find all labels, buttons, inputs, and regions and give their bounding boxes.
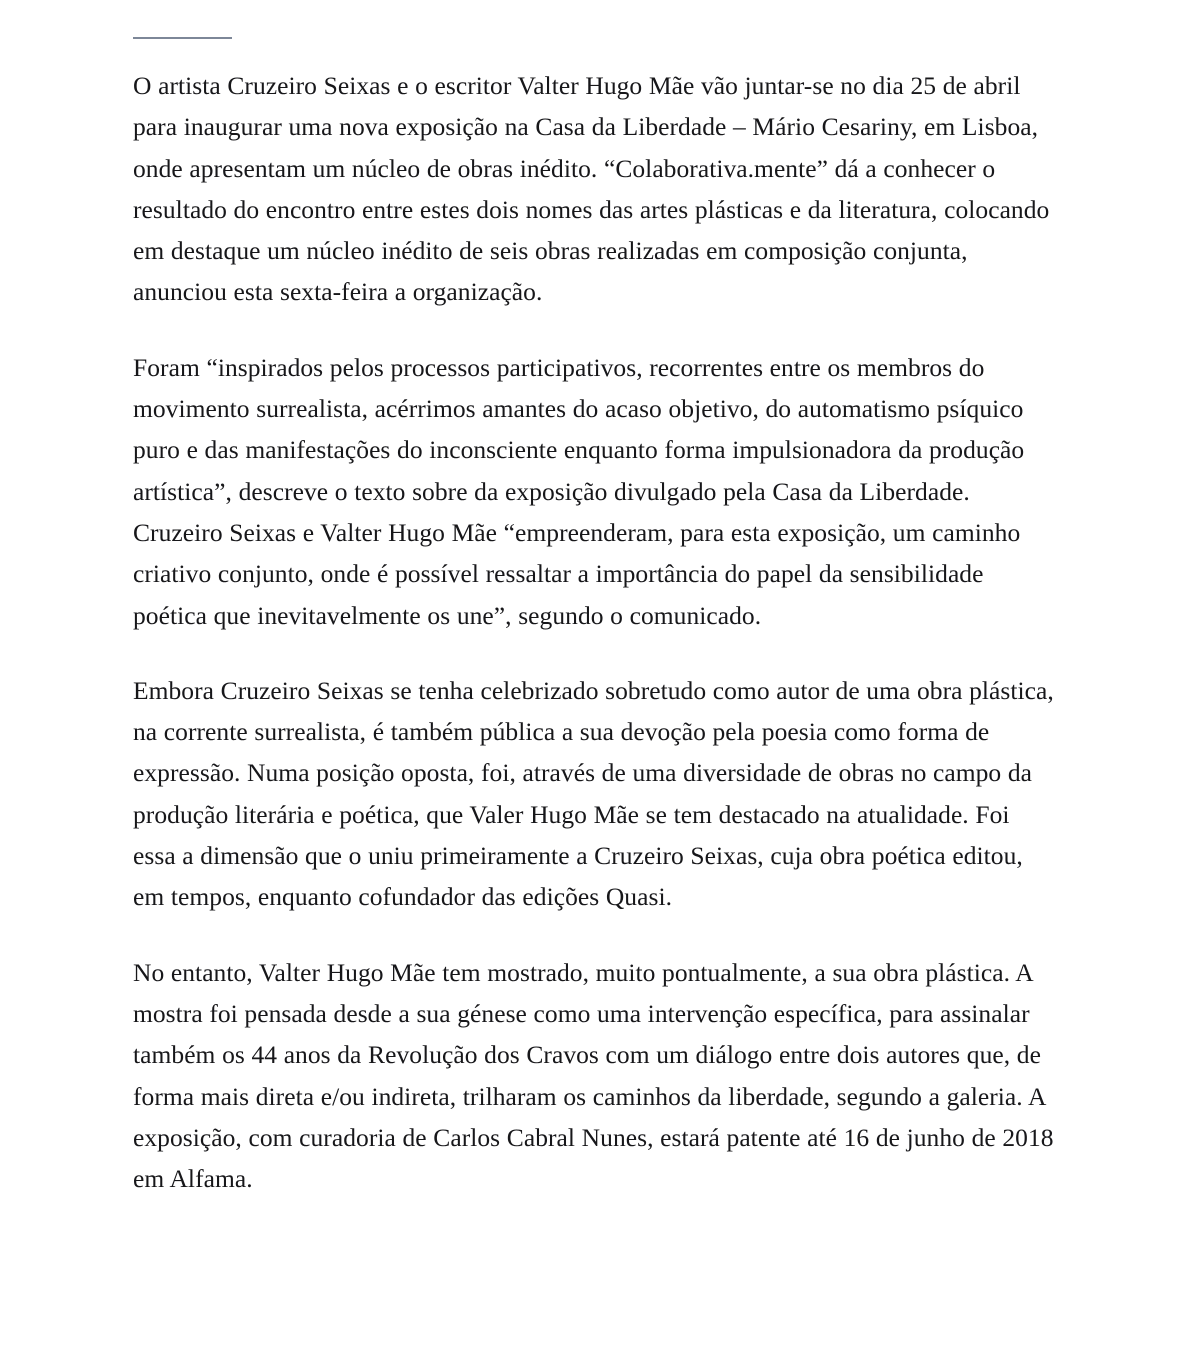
article-body	[133, 0, 1055, 1199]
article-paragraph: Embora Cruzeiro Seixas se tenha celebrizado sobretudo como autor de uma obra plástica, na corrente surrealista, é também pública a sua devoção pela poesia como forma de expressão. Numa posição oposta, foi, através de uma diversidade de obras no campo da produção literária e poética, que Valer Hugo Mãe se tem destacado na atualidade. Foi essa a dimensão que o uniu primeiramente a Cruzeiro Seixas, cuja obra poética editou, em tempos, enquanto cofundador das edições Quasi.	[133, 675, 1054, 912]
article-paragraph: Foram “inspirados pelos processos participativos, recorrentes entre os membros do movimento surrealista, acérrimos amantes do acaso objetivo, do automatismo psíquico puro e das manifestações do inconsciente enquanto forma impulsionadora da produção artística”, descreve o texto sobre da exposição divulgado pela Casa da Liberdade. Cruzeiro Seixas e Valter Hugo Mãe “empreenderam, para esta exposição, um caminho criativo conjunto, onde é possível ressaltar a importância do papel da sensibilidade poética que inevitavelmente os une”, segundo o comunicado.	[133, 352, 1025, 630]
section-divider-rule	[133, 37, 232, 39]
article-paragraph: No entanto, Valter Hugo Mãe tem mostrado, muito pontualmente, a sua obra plástica. A mostra foi pensada desde a sua génese como uma intervenção específica, para assinalar também os 44 anos da Revolução dos Cravos com um diálogo entre dois autores que, de forma mais direta e/ou indireta, trilharam os caminhos da liberdade, segundo a galeria. A exposição, com curadoria de Carlos Cabral Nunes, estará patente até 16 de junho de 2018 em Alfama.	[133, 957, 1054, 1194]
article-paragraph: O artista Cruzeiro Seixas e o escritor Valter Hugo Mãe vão juntar-se no dia 25 de abril para inaugurar uma nova exposição na Casa da Liberdade – Mário Cesariny, em Lisboa, onde apresentam um núcleo de obras inédito. “Colaborativa.mente” dá a conhecer o resultado do encontro entre estes dois nomes das artes plásticas e da literatura, colocando em destaque um núcleo inédito de seis obras realizadas em composição conjunta, anunciou esta sexta-feira a organização.	[133, 71, 1050, 307]
article-paragraph-list	[133, 65, 1055, 1199]
